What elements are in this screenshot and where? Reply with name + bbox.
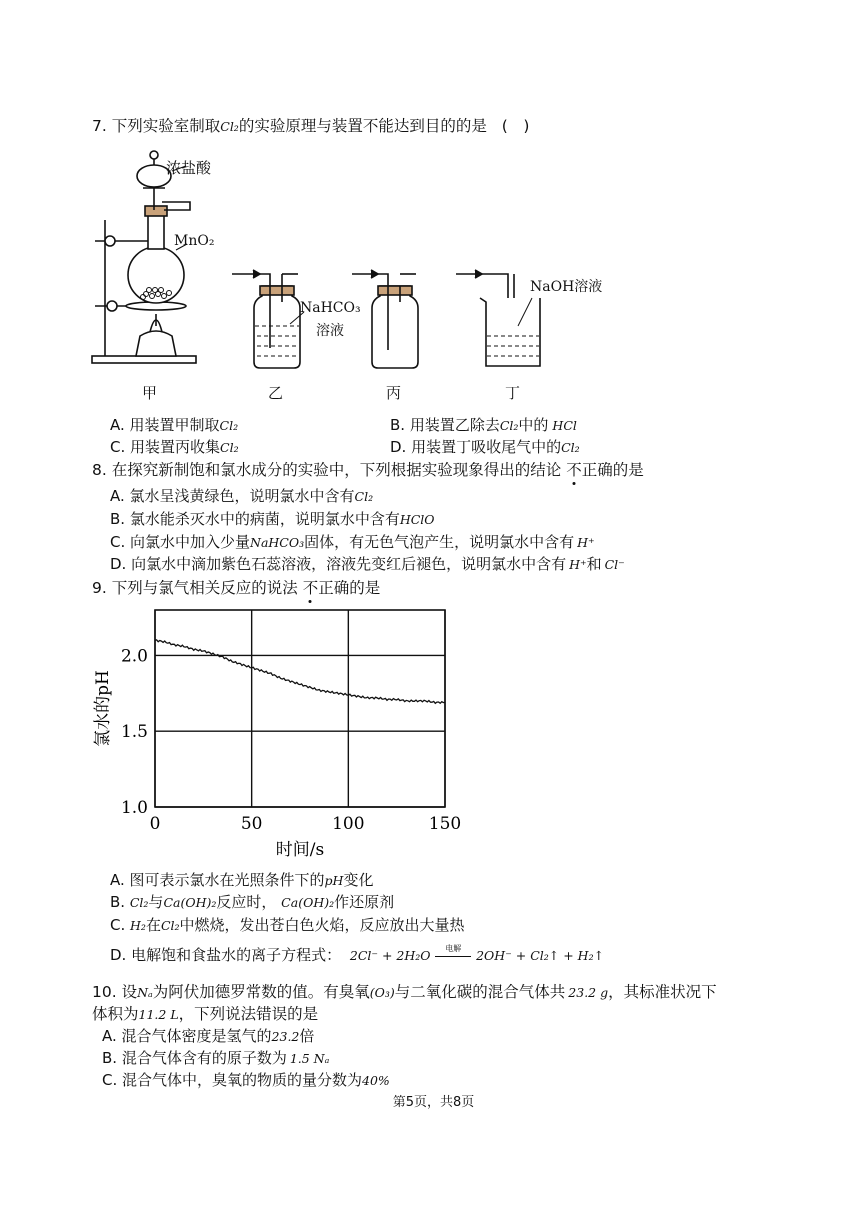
q9-option-c-math2: Cl₂ — [160, 918, 180, 933]
q9-number: 9. — [92, 579, 107, 597]
plot-frame — [155, 610, 445, 807]
q10-stem-line2 — [92, 1002, 318, 1024]
q10-text-e: 体积为 — [92, 1005, 139, 1023]
q10-text-c: 与二氧化碳的混合气体共 — [394, 983, 566, 1001]
q8-option-c-math1: NaHCO₃ — [250, 535, 305, 550]
reaction-condition: 电解 — [445, 944, 462, 953]
bing-gas-bottle — [372, 286, 418, 368]
q9-option-b-text3: 作还原剂 — [334, 893, 395, 911]
q8-option-c[interactable] — [110, 531, 595, 552]
q9-option-a-text2: 变化 — [343, 871, 374, 889]
q8-option-d-math2: Cl⁻ — [604, 557, 625, 572]
page-footer: 第5页，共8页 — [392, 1095, 475, 1110]
q9-emphasis-not: 不 — [302, 579, 319, 597]
q8-option-b-text: B. 氯水能杀灭水中的病菌，说明氯水中含有 — [110, 510, 400, 528]
q9-option-c-math1: H₂ — [130, 918, 146, 933]
x-tick-label: 50 — [240, 814, 263, 834]
q8-option-a[interactable] — [110, 485, 373, 506]
q9-option-a[interactable] — [110, 869, 373, 890]
conc-hcl-label: 浓盐酸 — [166, 159, 212, 177]
q9-stem-text-b: 正确的是 — [318, 579, 381, 597]
q7-option-c-math: Cl₂ — [220, 440, 239, 455]
q9-option-a-math: pH — [324, 873, 344, 888]
q10-math-mass: 23.2 g — [568, 985, 609, 1000]
ph-chart — [80, 600, 500, 862]
q7-option-d-math: Cl₂ — [561, 440, 580, 455]
q8-stem-text-b: 正确的是 — [581, 461, 644, 479]
q8-option-b-math: HClO — [399, 512, 435, 527]
q8-option-d-math1: H⁺ — [569, 557, 587, 572]
q10-text-f: ，下列说法错误的是 — [178, 1005, 319, 1023]
q7-stem-text-a: 下列实验室制取 — [111, 117, 221, 135]
q7-stem — [92, 114, 529, 136]
apparatus-yi-label: 乙 — [268, 384, 284, 402]
q8-option-d-text1: D. 向氯水中滴加紫色石蕊溶液，溶液先变红后褪色，说明氯水中含有 — [110, 555, 567, 573]
q10-option-b[interactable] — [102, 1047, 329, 1068]
q9-option-c-text2: 中燃烧，发出苍白色火焰，反应放出大量热 — [179, 916, 465, 934]
q10-text-d: ，其标准状况下 — [608, 983, 717, 1001]
q10-option-a-text2: 倍 — [299, 1027, 315, 1045]
q7-answer-bracket: ( ) — [501, 117, 530, 135]
q7-option-b-math2: HCl — [552, 418, 577, 433]
q10-text-b: 为阿伏加德罗常数的值。有臭氧 — [152, 983, 370, 1001]
q8-number: 8. — [92, 461, 107, 479]
q10-option-b-text: B. 混合气体含有的原子数为 — [102, 1049, 287, 1067]
q9-option-d[interactable] — [110, 944, 604, 965]
q8-option-c-math2: H⁺ — [577, 535, 595, 550]
q10-text-a: 设 — [121, 983, 138, 1001]
nahco3-label: NaHCO₃ — [300, 300, 361, 316]
q8-option-c-text1: C. 向氯水中加入少量 — [110, 533, 251, 551]
bing-stopper — [378, 286, 412, 295]
q7-option-b-mid: 中的 — [518, 416, 549, 434]
mno2-label: MnO₂ — [174, 233, 215, 249]
q9-option-c[interactable] — [110, 914, 465, 935]
q7-option-c[interactable] — [110, 436, 239, 457]
q9-option-b-text2: 反应时， — [216, 893, 277, 911]
q9-option-c-prefix: C. — [110, 916, 126, 934]
q7-stem-text-b: 的实验原理与装置不能达到目的的是 — [238, 117, 487, 135]
jia-alcohol-lamp — [136, 331, 176, 356]
q7-option-d-text: D. 用装置丁吸收尾气中的 — [390, 438, 562, 456]
q8-option-c-text2: 固体，有无色气泡产生，说明氯水中含有 — [304, 533, 575, 551]
q10-option-a[interactable] — [102, 1025, 314, 1046]
q8-option-d[interactable] — [110, 553, 625, 574]
apparatus-jia-label: 甲 — [142, 384, 158, 402]
q7-option-b-math1: Cl₂ — [499, 418, 519, 433]
q7-option-a-math: Cl₂ — [219, 418, 239, 433]
q10-option-c[interactable] — [102, 1069, 390, 1090]
x-tick-label: 150 — [428, 814, 462, 834]
y-tick-label: 2.0 — [120, 646, 148, 667]
q10-option-c-text: C. 混合气体中，臭氧的物质的量分数为 — [102, 1071, 363, 1089]
q8-option-a-math: Cl₂ — [354, 489, 374, 504]
y-axis-label: 氯水的pH — [93, 670, 113, 747]
q9-stem-text-a: 下列与氯气相关反应的说法 — [111, 579, 298, 597]
q8-stem-text-a: 在探究新制饱和氯水成分的实验中，下列根据实验现象得出的结论 — [111, 461, 562, 479]
naoh-label: NaOH溶液 — [530, 279, 603, 295]
x-axis-label: 时间/s — [275, 840, 325, 860]
apparatus-ding-label: 丁 — [505, 384, 521, 402]
q10-option-b-math: 1.5 Nₐ — [289, 1051, 330, 1066]
q8-stem — [92, 458, 644, 480]
y-tick-label: 1.0 — [120, 798, 148, 818]
q10-math-na: Nₐ — [137, 985, 153, 1000]
q10-option-c-math: 40% — [362, 1073, 390, 1088]
q9-option-b-math3: Ca(OH)₂ — [281, 895, 335, 910]
jia-stopper — [145, 206, 167, 216]
q10-number: 10. — [92, 983, 117, 1001]
q10-stem-line1 — [92, 980, 717, 1002]
q7-number: 7. — [92, 117, 107, 135]
q7-apparatus-figure — [0, 140, 867, 410]
ph-series-line — [155, 640, 445, 703]
apparatus-bing-label: 丙 — [386, 384, 402, 402]
q10-option-a-math: 23.2 — [271, 1029, 300, 1044]
q9-option-b-math2: Ca(OH)₂ — [163, 895, 217, 910]
jia-stand-base — [92, 356, 196, 363]
nahco3-solution-label: 溶液 — [316, 323, 344, 339]
q9-option-b-math1: Cl₂ — [129, 895, 149, 910]
q8-option-b[interactable] — [110, 508, 435, 529]
q10-option-a-text1: A. 混合气体密度是氢气的 — [102, 1027, 272, 1045]
q9-option-a-text1: A. 图可表示氯水在光照条件下的 — [110, 871, 325, 889]
q7-option-d[interactable] — [390, 436, 580, 457]
q8-emphasis-not: 不 — [566, 461, 582, 479]
q8-option-d-and: 和 — [586, 555, 602, 573]
q9-stem — [92, 576, 380, 598]
q9-option-d-text: D. 电解饱和食盐水的离子方程式： — [110, 946, 342, 964]
q9-option-b[interactable] — [110, 891, 394, 912]
x-tick-label: 0 — [149, 814, 161, 834]
q7-option-a-text: A. 用装置甲制取 — [110, 416, 220, 434]
arrow-line — [435, 956, 471, 957]
q7-option-b[interactable] — [390, 414, 577, 435]
reaction-arrow — [435, 944, 471, 957]
q10-math-volume: 11.2 L — [138, 1007, 179, 1022]
q7-option-c-text: C. 用装置丙收集 — [110, 438, 221, 456]
q7-option-a[interactable] — [110, 414, 238, 435]
q9-option-c-text1: 在 — [145, 916, 161, 934]
q8-option-a-text: A. 氯水呈浅黄绿色，说明氯水中含有 — [110, 487, 355, 505]
x-tick-label: 100 — [332, 814, 365, 834]
q9-option-d-eq-right: 2OH⁻ + Cl₂↑ + H₂↑ — [476, 948, 605, 963]
q9-option-d-eq-left: 2Cl⁻ + 2H₂O — [349, 948, 431, 963]
q7-formula: Cl₂ — [220, 119, 239, 134]
yi-stopper — [260, 286, 294, 295]
q9-option-b-text1: 与 — [148, 893, 164, 911]
q9-option-b-prefix: B. — [110, 893, 126, 911]
q7-option-b-text: B. 用装置乙除去 — [390, 416, 500, 434]
q10-math-o3: (O₃) — [369, 985, 395, 1000]
y-tick-label: 1.5 — [120, 722, 148, 743]
